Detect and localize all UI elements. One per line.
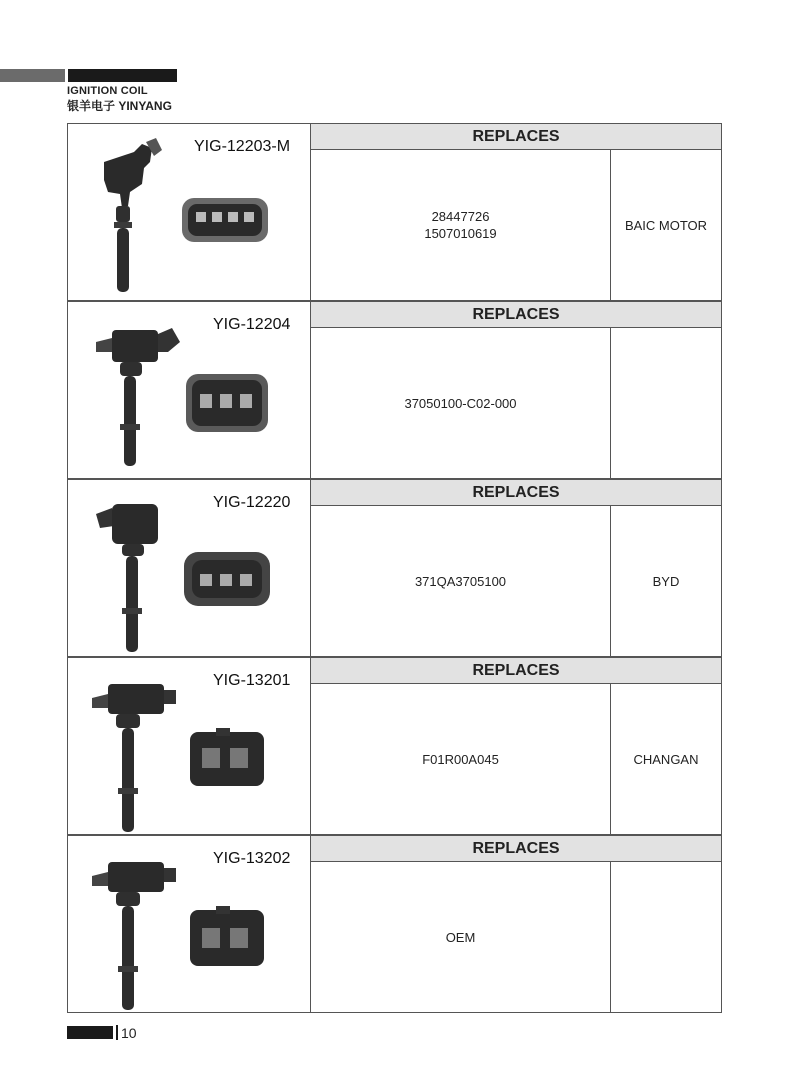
oem-numbers-cell — [311, 328, 611, 478]
model-number: YIG-12203-M — [194, 138, 291, 155]
brand-name: BYD — [652, 573, 680, 589]
connector-image — [184, 372, 270, 434]
product-image-cell — [68, 658, 311, 834]
product-image-cell — [68, 836, 311, 1012]
ignition-coil-image — [82, 846, 192, 1016]
header-title: IGNITION COIL — [67, 85, 148, 97]
ignition-coil-image — [82, 134, 172, 304]
ignition-coil-image — [82, 312, 192, 482]
oem-numbers-cell — [311, 150, 611, 300]
replaces-header: REPLACES — [311, 658, 721, 684]
model-number: YIG-13202 — [213, 850, 291, 867]
product-row — [67, 835, 722, 1013]
ignition-coil-image — [82, 668, 192, 838]
connector-image — [186, 906, 268, 968]
replaces-header: REPLACES — [311, 480, 721, 506]
brand-cell — [611, 150, 721, 300]
product-image-cell — [68, 302, 311, 478]
oem-number: 371QA3705100 — [414, 573, 507, 589]
footer-divider — [116, 1025, 118, 1040]
brand-cell — [611, 328, 721, 478]
product-row — [67, 123, 722, 301]
header-black-bar — [68, 69, 177, 82]
header-subtitle: 银羊电子 YINYANG — [67, 99, 172, 113]
oem-number: OEM — [445, 929, 476, 945]
product-row — [67, 479, 722, 657]
ignition-coil-image — [82, 490, 192, 660]
product-row — [67, 657, 722, 835]
oem-number: 28447726 — [431, 209, 490, 224]
product-image-cell — [68, 124, 311, 300]
replaces-header: REPLACES — [311, 302, 721, 328]
oem-number: 1507010619 — [424, 226, 497, 241]
brand-cell — [611, 862, 721, 1012]
model-number: YIG-13201 — [213, 672, 291, 689]
model-number: YIG-12220 — [213, 494, 291, 511]
connector-image — [180, 196, 270, 244]
page-number: 10 — [121, 1025, 137, 1041]
footer-black-bar — [67, 1026, 113, 1039]
replaces-header: REPLACES — [311, 124, 721, 150]
brand-cell — [611, 506, 721, 656]
oem-number: 37050100-C02-000 — [404, 395, 517, 411]
header-gray-bar — [0, 69, 65, 82]
brand-cell — [611, 684, 721, 834]
brand-name: BAIC MOTOR — [624, 217, 708, 233]
connector-image — [186, 728, 268, 788]
oem-numbers-cell — [311, 506, 611, 656]
model-number: YIG-12204 — [213, 316, 291, 333]
product-row — [67, 301, 722, 479]
connector-image — [182, 550, 272, 608]
product-image-cell — [68, 480, 311, 656]
oem-numbers-cell — [311, 684, 611, 834]
oem-numbers-cell — [311, 862, 611, 1012]
brand-name: CHANGAN — [633, 751, 699, 767]
oem-number: F01R00A045 — [422, 751, 499, 767]
replaces-header: REPLACES — [311, 836, 721, 862]
